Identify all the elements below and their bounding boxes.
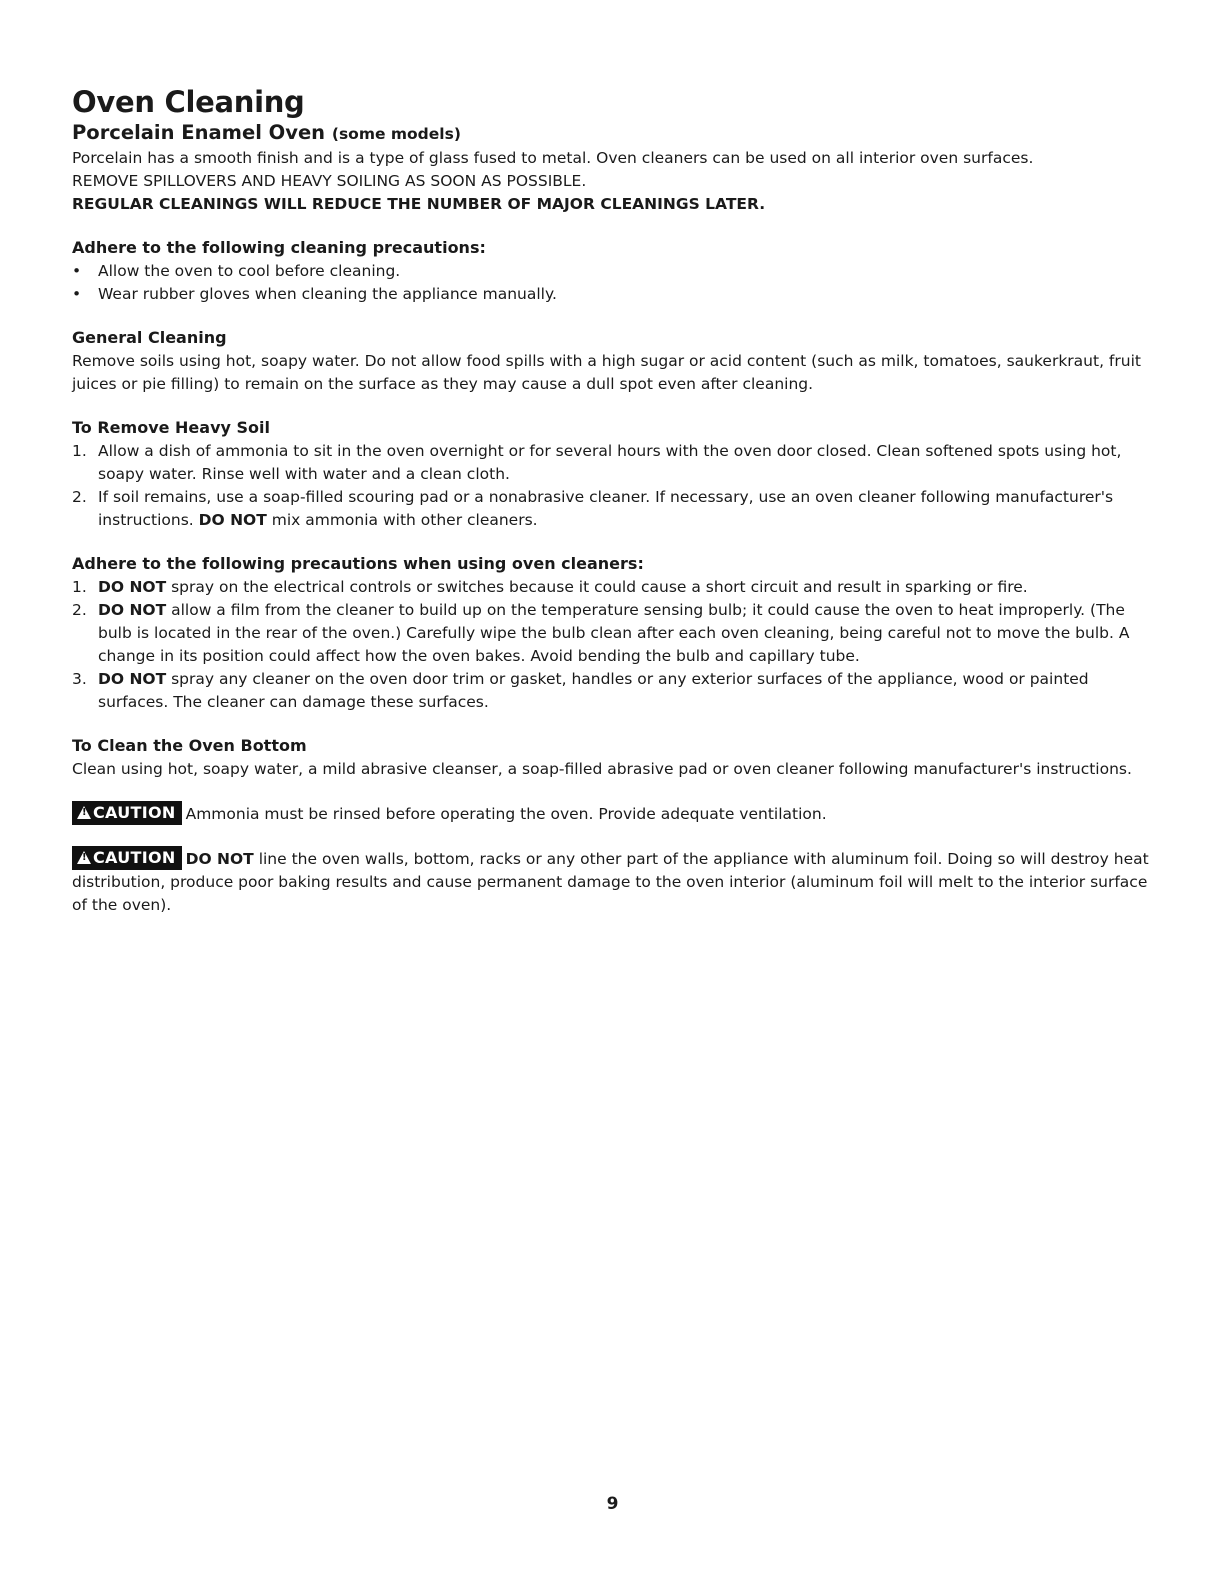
section-heading-suffix: (some models) [331,125,461,143]
list-item: 2. DO NOT allow a film from the cleaner to build up on the temperature sensing bulb; it could cause the oven to heat improperly. (The bulb is located in the rear of the oven.) Carefully wipe the bulb clean after each oven cleaning, being careful not to move the bulb. A change in its position could affect how the oven bakes. Avoid bending the bulb and capillary tube. [72,601,1130,665]
heavy-soil-heading: To Remove Heavy Soil [72,418,270,437]
general-cleaning-text: Remove soils using hot, soapy water. Do not allow food spills with a high sugar or acid content (such as milk, tomatoes, saukerkraut, fruit juices or pie filling) to remain on the surface as they may cause a dull spot even after cleaning. [72,352,1141,393]
oven-cleaners-list [72,576,1154,714]
caution-ammonia: !CAUTION Ammonia must be rinsed before operating the oven. Provide adequate ventilation. [72,801,1154,826]
heavy-soil-list [72,440,1154,532]
general-cleaning-heading: General Cleaning [72,328,227,347]
list-item: • Allow the oven to cool before cleaning. [72,260,1154,283]
oven-bottom-heading: To Clean the Oven Bottom [72,736,307,755]
oven-cleaners-heading: Adhere to the following precautions when using oven cleaners: [72,554,644,573]
page-title: Oven Cleaning [72,85,305,119]
intro-text: Porcelain has a smooth finish and is a type of glass fused to metal. Oven cleaners can be used on all interior oven surfaces. [72,149,1034,167]
caution-foil: !CAUTION DO NOT line the oven walls, bottom, racks or any other part of the appliance with aluminum foil. Doing so will destroy heat distribution, produce poor baking results and cause permanent damage to the oven interior (aluminum foil will melt to the interior surface of the oven). [72,846,1154,917]
precautions-list [72,260,1154,306]
caution-badge: !CAUTION [72,801,182,825]
list-item: 2. If soil remains, use a soap-filled scouring pad or a nonabrasive cleaner. If necessary, use an oven cleaner following manufacturer's instructions. DO NOT mix ammonia with other cleaners. [72,488,1114,529]
notice-caps: REMOVE SPILLOVERS AND HEAVY SOILING AS SOON AS POSSIBLE. [72,172,587,190]
precautions-heading: Adhere to the following cleaning precautions: [72,238,486,257]
warning-triangle-icon [77,851,91,864]
list-item: 1. Allow a dish of ammonia to sit in the oven overnight or for several hours with the oven door closed. Clean softened spots using hot, soapy water. Rinse well with water and a clean cloth. [72,442,1122,483]
section-heading-text: Porcelain Enamel Oven [72,121,326,144]
warning-triangle-icon [77,806,91,819]
oven-bottom-text: Clean using hot, soapy water, a mild abrasive cleanser, a soap-filled abrasive pad or oven cleaner following manufacturer's instructions. [72,760,1132,778]
section-heading [72,120,1154,147]
document-page [72,84,1154,917]
list-item: 1. DO NOT spray on the electrical controls or switches because it could cause a short circuit and result in sparking or fire. [72,578,1028,596]
caution-badge: !CAUTION [72,846,182,870]
page-number: 9 [606,1494,619,1514]
list-item: • Wear rubber gloves when cleaning the appliance manually. [72,283,1154,306]
notice-bold: REGULAR CLEANINGS WILL REDUCE THE NUMBER OF MAJOR CLEANINGS LATER. [72,195,766,213]
list-item: 3. DO NOT spray any cleaner on the oven door trim or gasket, handles or any exterior surfaces of the appliance, wood or painted surfaces. The cleaner can damage these surfaces. [72,670,1089,711]
